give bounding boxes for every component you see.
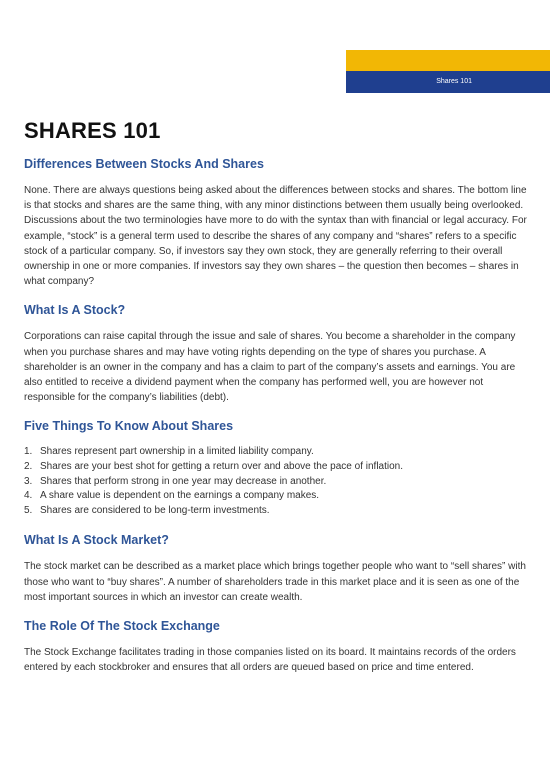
list-item-text: Shares are your best shot for getting a return over and above the pace of inflation. [40,461,404,473]
list-item-text: Shares that perform strong in one year may decrease in another. [40,475,327,487]
section-paragraph: The Stock Exchange facilitates trading in those companies listed on its board. It maintains records of the orders entered by each stockbroker and ensures that all orders are queued based on price and time entered. [24,647,516,674]
document-title: SHARES 101 [24,118,161,143]
list-item [24,475,528,490]
section-heading: Differences Between Stocks And Shares [24,157,264,171]
list-item-text: Shares represent part ownership in a limited liability company. [40,446,314,458]
list-item [24,445,528,460]
list-item [24,504,528,519]
header-band [346,50,550,93]
section-paragraph: Corporations can raise capital through the issue and sale of shares. You become a shareholder in the company when you purchase shares and may have voting rights depending on the type of shares you purchase. A shareholder is an owner in the company and has a claim to part of the company’s assets and earnings. You are also entitled to receive a dividend payment when the company has performed well, you are however not responsible for the company’s liabilities (debt). [24,331,516,404]
section-heading: What Is A Stock? [24,303,126,318]
list-number: 4. [24,490,33,502]
section-heading: The Role Of The Stock Exchange [24,619,220,634]
list-item-text: A share value is dependent on the earnings a company makes. [40,490,320,502]
list-number: 2. [24,461,33,473]
list-item [24,460,528,475]
header-label: Shares 101 [346,71,550,93]
list-number: 3. [24,475,33,487]
list-item [24,489,528,504]
section-paragraph: The stock market can be described as a market place which brings together people who want to “sell shares” with those who want to “buy shares”. A number of shareholders trade in this market place and it is seen as one of the most important sources in which an investor can create wealth. [24,561,526,603]
list-number: 1. [24,446,33,458]
section-heading: What Is A Stock Market? [24,533,169,548]
section-paragraph: None. There are always questions being asked about the differences between stocks and shares. The bottom line is that stocks and shares are the same thing, with any minor distinctions between them usually being overlooked. Discussions about the two terminologies have more to do with the syntax than with financial or legal accuracy. For example, “stock” is a general term used to describe the shares of any company and “shares” refers to a specific stock of a particular company. So, if investors say they own stock, they are generally referring to their overall ownership in one or more companies. If investors say they own shares – the question then becomes – shares in what company? [24,185,527,288]
numbered-list [24,445,528,518]
list-item-text: Shares are considered to be long-term investments. [40,504,270,516]
document-body [24,118,528,689]
list-number: 5. [24,504,33,516]
section-heading: Five Things To Know About Shares [24,419,234,434]
header-accent-bar [346,50,550,71]
